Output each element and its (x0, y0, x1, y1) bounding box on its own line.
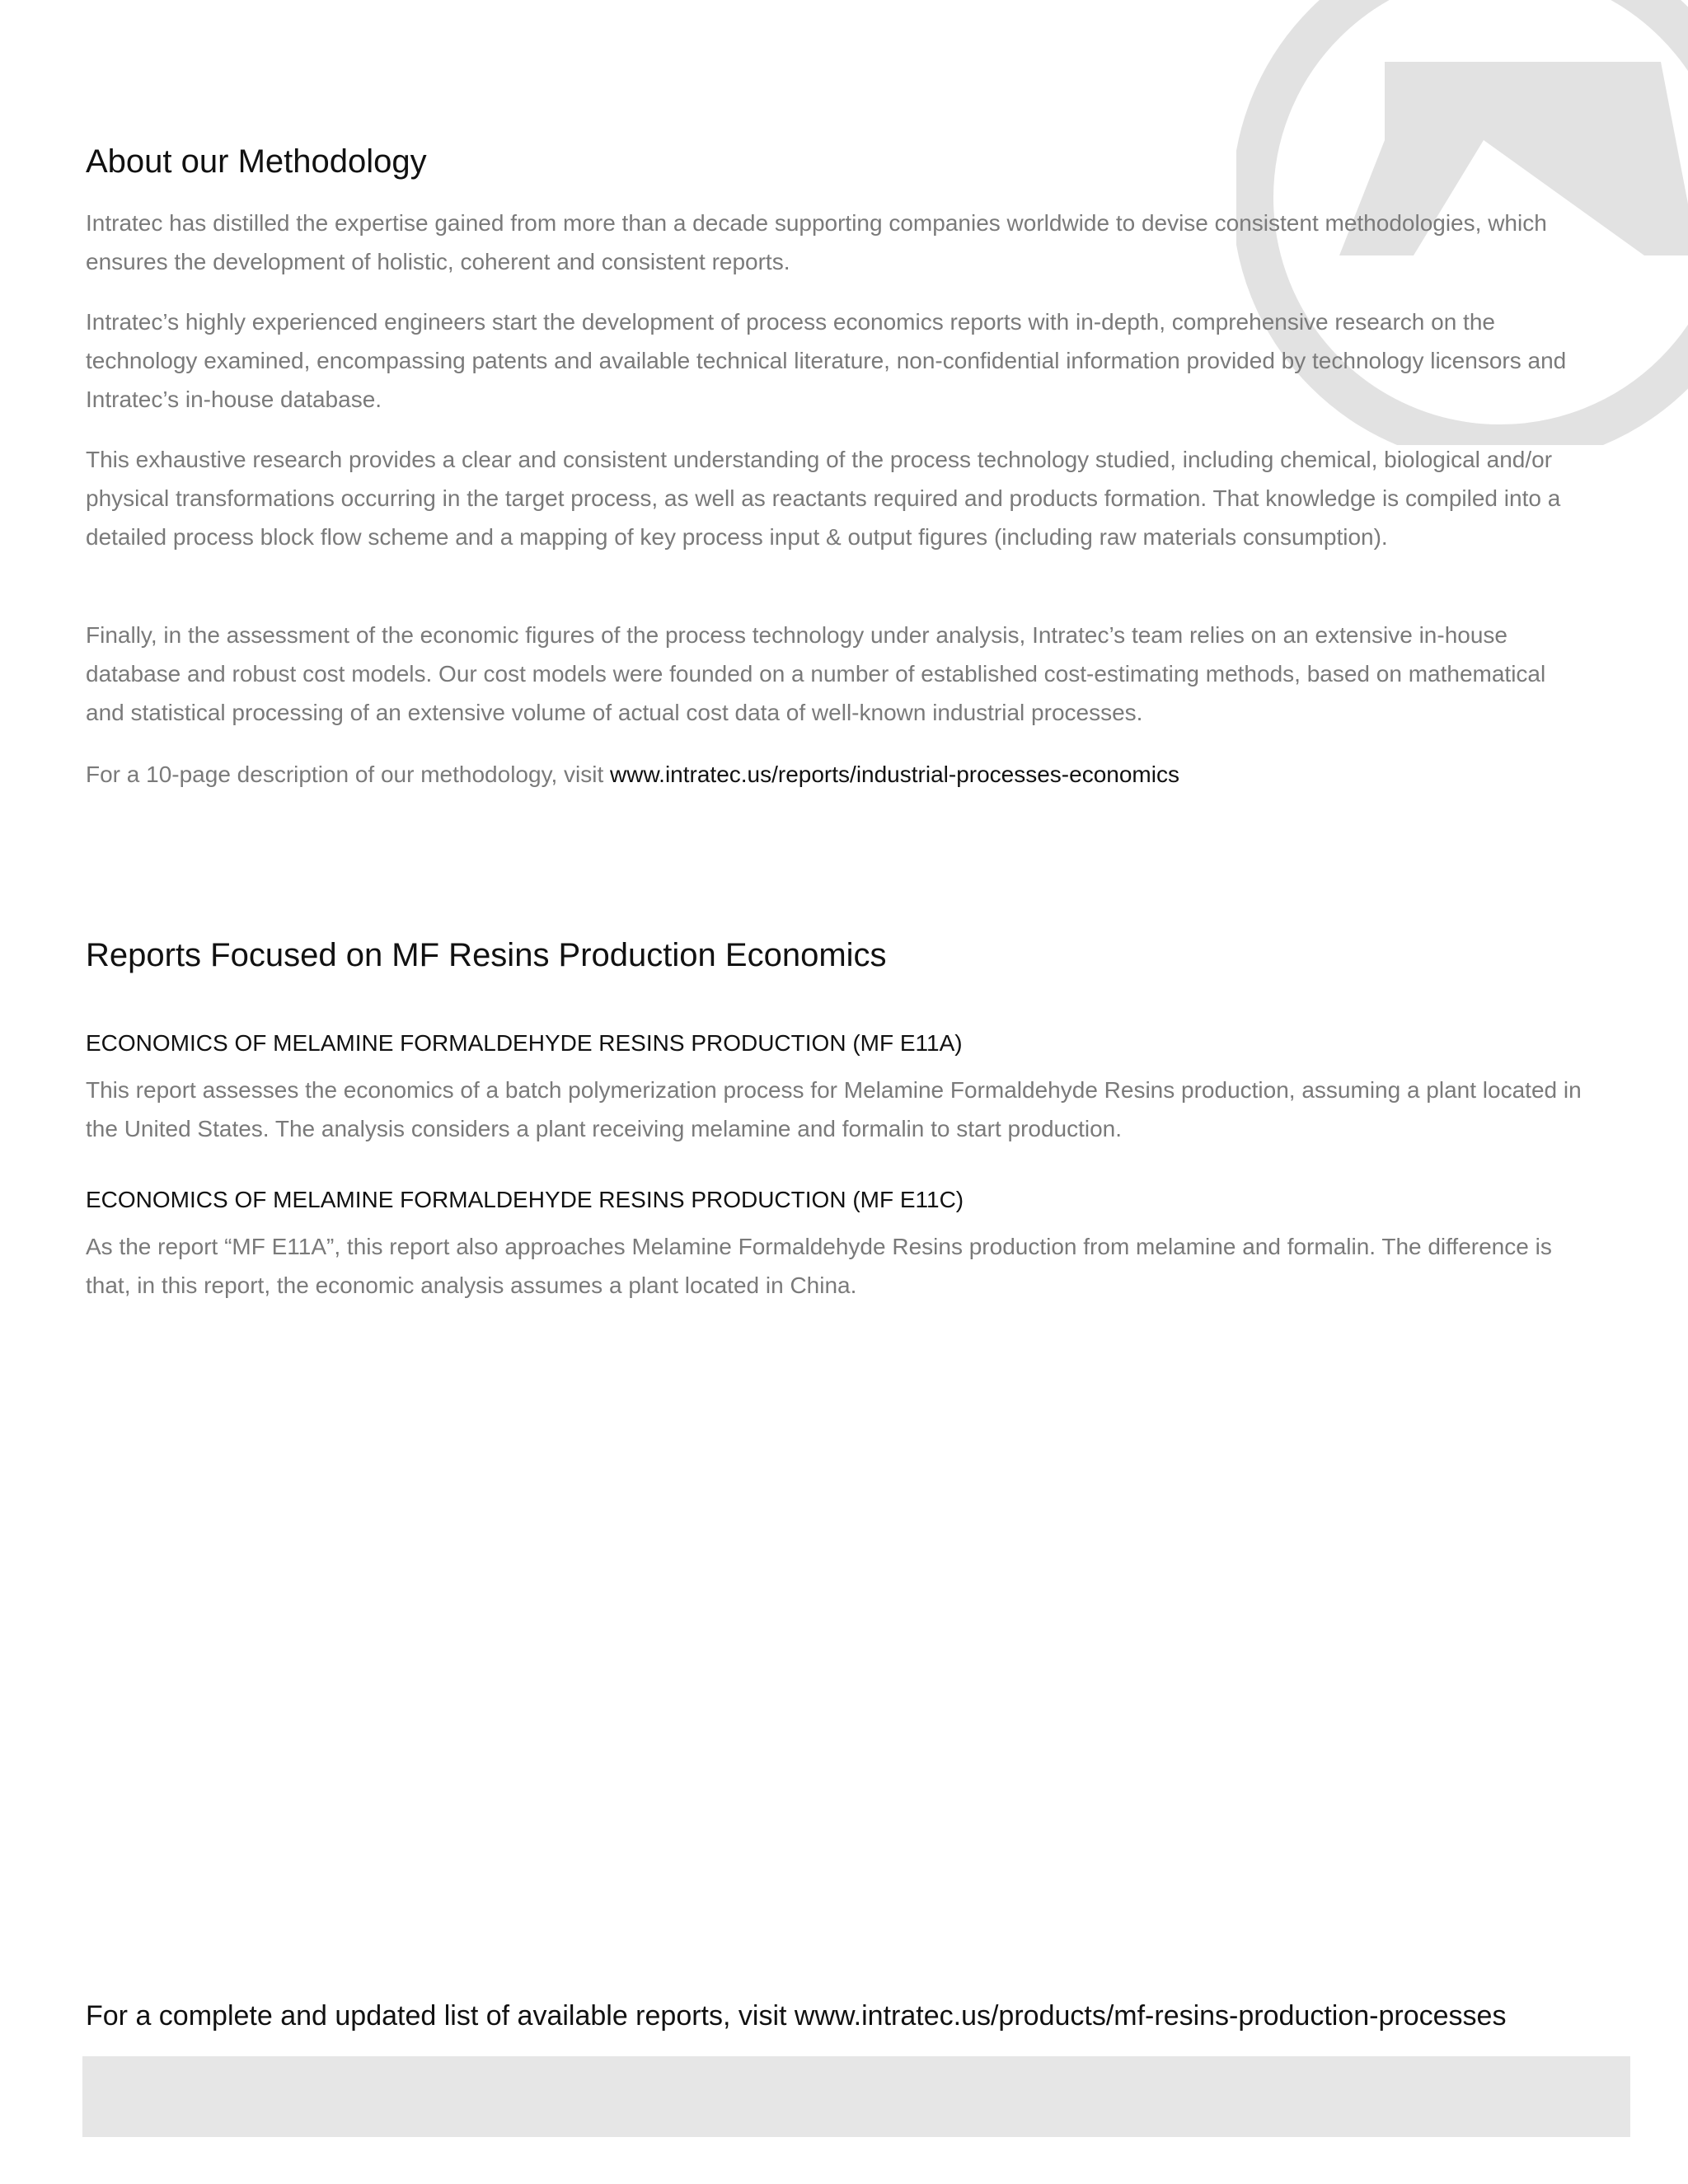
reports-title: Reports Focused on MF Resins Production Economics (86, 937, 887, 973)
methodology-visit-line (86, 755, 1586, 794)
methodology-paragraph: This exhaustive research provides a clear and consistent understanding of the process technology studied, including chemical, biological and/or physical transformations occurring in the target process, as well as reactants required and products formation. That knowledge is compiled into a detailed process block flow scheme and a mapping of key process input & output figures (including raw materials consumption). (86, 447, 1561, 550)
methodology-paragraph: Intratec has distilled the expertise gained from more than a decade supporting companies worldwide to devise consistent methodologies, which ensures the development of holistic, coherent and consistent reports. (86, 210, 1547, 274)
footer-bar (82, 2056, 1630, 2137)
footer-reports-link[interactable]: For a complete and updated list of available reports, visit www.intratec.us/products/mf-resins-production-processes (86, 2000, 1507, 2032)
methodology-title: About our Methodology (86, 143, 427, 180)
methodology-link[interactable]: www.intratec.us/reports/industrial-processes-economics (610, 762, 1179, 787)
report-item-description: As the report “MF E11A”, this report also approaches Melamine Formaldehyde Resins production from melamine and formalin. The difference is that, in this report, the economic analysis assumes a plant located in China. (86, 1234, 1552, 1298)
report-item-title: ECONOMICS OF MELAMINE FORMALDEHYDE RESINS PRODUCTION (MF E11A) (86, 1030, 963, 1056)
report-item-title: ECONOMICS OF MELAMINE FORMALDEHYDE RESINS PRODUCTION (MF E11C) (86, 1187, 964, 1212)
methodology-visit-prefix: For a 10-page description of our methodology, visit (86, 762, 611, 787)
methodology-paragraph: Finally, in the assessment of the economic figures of the process technology under analysis, Intratec’s team relies on an extensive in-house database and robust cost models. Our cost models were founded on a number of established cost-estimating methods, based on mathematical and statistical processing of an extensive volume of actual cost data of well-known industrial processes. (86, 622, 1546, 725)
report-item-description: This report assesses the economics of a batch polymerization process for Melamine Formaldehyde Resins production, assuming a plant located in the United States. The analysis considers a plant receiving melamine and formalin to start production. (86, 1077, 1582, 1141)
methodology-paragraph: Intratec’s highly experienced engineers start the development of process economics reports with in-depth, comprehensive research on the technology examined, encompassing patents and available technical literature, non-confidential information provided by technology licensors and Intratec’s in-house database. (86, 309, 1567, 412)
